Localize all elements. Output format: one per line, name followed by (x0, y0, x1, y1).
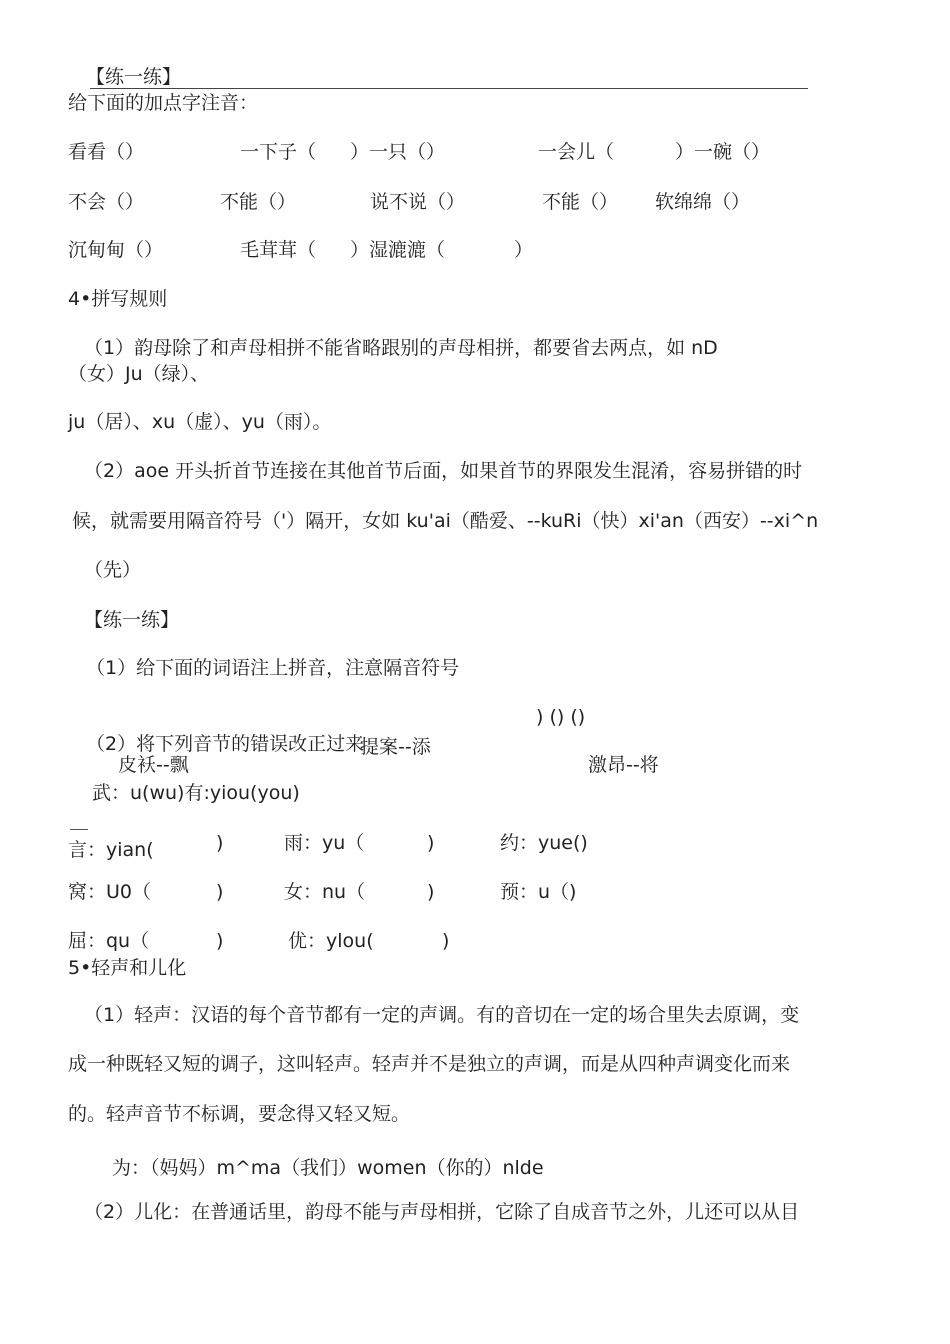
correction-item: 窝：U0（ (68, 881, 151, 903)
correction-item: 屈：qu（ (68, 930, 150, 952)
neutral-tone-example: 为：（妈妈）m^ma（我们）women（你的）nlde (112, 1157, 544, 1179)
correction-item: ) (442, 930, 450, 952)
row1-item: ）一碗（） (675, 141, 771, 163)
neutral-tone-text: 成一种既轻又短的调子，这叫轻声。轻声并不是独立的声调，而是从四种声调变化而来 (68, 1053, 791, 1075)
row3-item: 毛茸茸（ (240, 239, 317, 261)
row1-item: 看看（） (68, 141, 145, 163)
correction-item: 优：ylou( (288, 930, 374, 952)
row3-item: 沉甸甸（） (68, 239, 164, 261)
answer-brackets: ) () () (536, 706, 586, 728)
neutral-tone-text: 的。轻声音节不标调，要念得又轻又短。 (68, 1103, 411, 1125)
correction-item: ) (216, 832, 224, 854)
word-pair: 激昂--将 (588, 754, 659, 776)
stray-mark (70, 829, 88, 830)
practice-title-2: 【练一练】 (84, 609, 180, 631)
correction-item: 女：nu（ (284, 881, 366, 903)
row2-item: 不会（） (68, 191, 145, 213)
row1-item: ）一只（） (350, 141, 446, 163)
correction-item: ) (427, 832, 435, 854)
rule1-text: （女）Ju（绿）、 (68, 363, 210, 385)
question-2: （2）将下列音节的错误改正过来 (86, 733, 365, 755)
correction-item: 预：u（) (500, 881, 577, 903)
correction-item: 约：yue() (500, 832, 588, 854)
rule1-text: （1）韵母除了和声母相拼不能省略跟别的声母相拼，都要省去两点，如 nD (84, 337, 718, 359)
rule2-text: （先） (84, 559, 142, 581)
row2-item: 说不说（） (370, 191, 466, 213)
header-rule (90, 88, 808, 89)
row3-item: ）湿漉漉（ (350, 239, 446, 261)
correction-item: ) (216, 881, 224, 903)
rule2-text: 候，就需要用隔音符号（'）隔开，女如 ku'ai（酷爱、--kuRi（快）xi'an（西安）--xi^n (72, 510, 819, 532)
row1-item: 一会儿（ (538, 141, 615, 163)
instruction-text: 给下面的加点字注音： (68, 92, 259, 114)
row2-item: 不能（） (220, 191, 297, 213)
neutral-tone-text: （1）轻声：汉语的每个音节都有一定的声调。有的音切在一定的场合里失去原调，变 (84, 1004, 800, 1026)
word-pair: 皮袄--飘 (118, 754, 189, 776)
row1-item: 一下子（ (240, 141, 317, 163)
practice-title-1: 【练一练】 (86, 66, 182, 88)
rule2-text: （2）aoe 开头折首节连接在其他首节后面，如果首节的界限发生混淆，容易拼错的时 (84, 460, 803, 482)
erhua-text: （2）儿化：在普通话里，韵母不能与声母相拼，它除了自成音节之外，儿还可以从目 (84, 1201, 800, 1223)
correction-item: ) (216, 930, 224, 952)
correction-item: 雨：yu（ (284, 832, 365, 854)
example-line: 武：u(wu)有:yiou(you) (92, 782, 300, 804)
section-4-title: 4•拼写规则 (68, 288, 168, 310)
correction-item: 言：yian( (68, 839, 154, 861)
row2-item: 不能（） (542, 191, 619, 213)
question-1: （1）给下面的词语注上拼音，注意隔音符号 (86, 657, 460, 679)
word-pair: 提案--添 (360, 736, 431, 758)
correction-item: ) (427, 881, 435, 903)
row2-item: 软绵绵（） (655, 191, 751, 213)
row3-item: ） (514, 239, 534, 261)
section-5-title: 5•轻声和儿化 (68, 957, 187, 979)
rule1-text: ju（居）、xu（虚）、yu（雨）。 (68, 411, 332, 433)
